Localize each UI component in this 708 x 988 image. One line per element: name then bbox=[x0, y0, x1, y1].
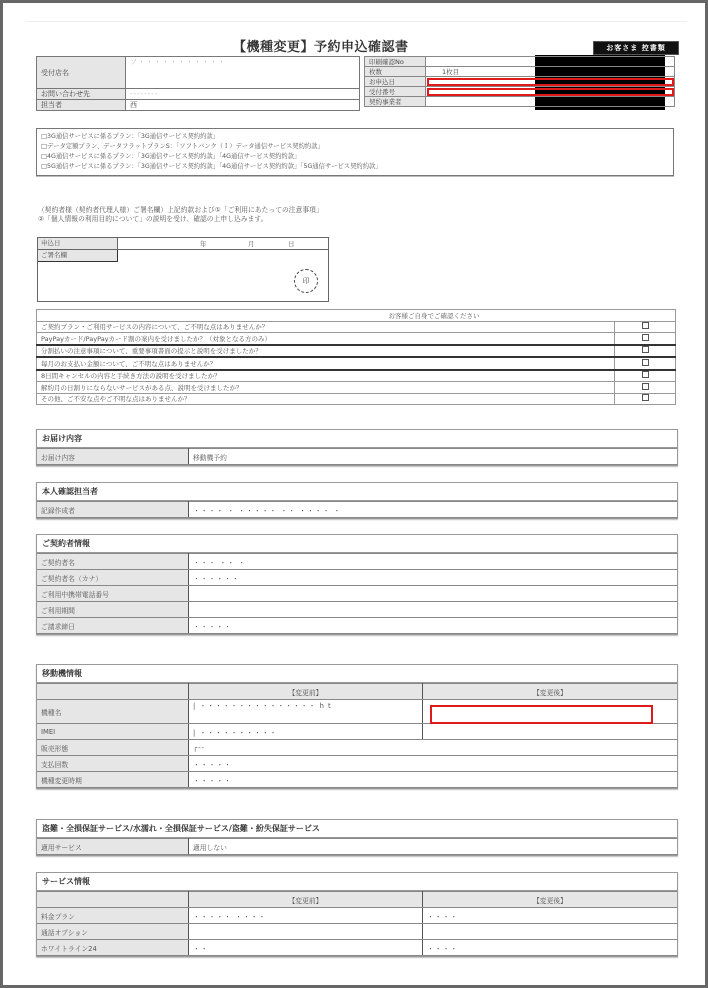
section-title: サービス情報 bbox=[37, 873, 677, 891]
label-receipt-no: 受付番号 bbox=[365, 87, 426, 97]
checkbox[interactable] bbox=[615, 321, 676, 333]
checkbox[interactable] bbox=[615, 393, 676, 405]
section-title: 盗難・全損保証サービス/水濡れ・全損保証サービス/盗難・紛失保証サービス bbox=[37, 820, 677, 838]
section-service bbox=[36, 872, 678, 957]
plan-item: □4G通信サービスに係るプラン：「3G通信サービス契約約款」「4G通信サービス契約約款」 bbox=[41, 153, 301, 160]
checklist-row bbox=[37, 357, 676, 370]
table-row bbox=[37, 740, 677, 756]
section-title: 本人確認担当者 bbox=[37, 483, 677, 501]
section-table bbox=[37, 683, 677, 788]
top-rule bbox=[27, 21, 687, 22]
label-staff: 担当者 bbox=[37, 100, 126, 111]
section-table bbox=[37, 891, 677, 956]
row-label: ご利用中携帯電話番号 bbox=[37, 586, 189, 602]
row-label: 適用サービス bbox=[37, 839, 189, 855]
header-right-table bbox=[364, 56, 675, 107]
row-before: | ・・・・・・・・・・ bbox=[189, 724, 423, 740]
section-identity bbox=[36, 482, 678, 519]
row-label: ホワイトライン24 bbox=[37, 940, 189, 956]
row-before: | ・・・・・・・・・・・・・・・ h t bbox=[189, 700, 423, 724]
table-row bbox=[37, 756, 677, 772]
value-carrier bbox=[426, 97, 675, 107]
checklist-row bbox=[37, 345, 676, 358]
table-row bbox=[37, 772, 677, 788]
row-label: お届け内容 bbox=[37, 449, 189, 465]
section-title: 移動機情報 bbox=[37, 665, 677, 683]
table-row bbox=[37, 602, 677, 618]
section-title: お届け内容 bbox=[37, 430, 677, 448]
checklist-item: その他、ご不安な点やご不明な点はありませんか？ bbox=[37, 393, 615, 405]
row-after: ・・・・ bbox=[423, 908, 678, 924]
table-row bbox=[37, 57, 360, 89]
value-staff: 西 bbox=[126, 100, 360, 111]
checklist-row bbox=[37, 393, 676, 405]
label-pages: 枚数 bbox=[365, 67, 426, 77]
checklist-item: 解約月の日割りにならないサービスがある点、説明を受けましたか？ bbox=[37, 382, 615, 394]
table-row bbox=[365, 57, 675, 67]
label-apply-date: お申込日 bbox=[365, 77, 426, 87]
value-apply-date bbox=[426, 77, 675, 87]
row-label: 販売形態 bbox=[37, 740, 189, 756]
table-row bbox=[37, 908, 677, 924]
highlight-box bbox=[430, 705, 653, 724]
row-label: IMEI bbox=[37, 724, 189, 740]
table-row bbox=[37, 100, 360, 111]
row-label: ご請求締日 bbox=[37, 618, 189, 634]
row-after bbox=[423, 724, 678, 740]
table-row bbox=[37, 502, 677, 518]
table-row bbox=[37, 839, 677, 855]
section-table bbox=[37, 553, 677, 634]
checkbox[interactable] bbox=[615, 382, 676, 394]
checklist-row bbox=[37, 321, 676, 333]
table-row bbox=[37, 924, 677, 940]
checklist-row bbox=[37, 370, 676, 382]
row-label: 通話オプション bbox=[37, 924, 189, 940]
table-row bbox=[365, 87, 675, 97]
plan-item: □データ定額プラン、データフラットプランS：「ソフトバンク（Ｉ）データ通信サービス契約約款」 bbox=[41, 143, 324, 150]
label-contact: お問い合わせ先 bbox=[37, 89, 126, 100]
section-procedure bbox=[36, 429, 678, 466]
row-value: 移動機予約 bbox=[189, 449, 678, 465]
row-label: 支払回数 bbox=[37, 756, 189, 772]
value-store: ソ・・・・・・・・・・・ bbox=[126, 57, 360, 89]
checkbox[interactable] bbox=[615, 345, 676, 358]
plan-item: □5G通信サービスに係るプラン：「3G通信サービス契約約款」「4G通信サービス契約約款」「5G通信サービス契約約款」 bbox=[41, 163, 382, 170]
row-value: 適用しない bbox=[189, 839, 678, 855]
checklist-item: PayPayカード/PayPayカード割の案内を受けましたか？（対象となる方のみ） bbox=[37, 333, 615, 345]
table-row bbox=[37, 554, 677, 570]
section-device bbox=[36, 664, 678, 789]
checklist-item: ご契約プラン・ご利用サービスの内容について、ご不明な点はありませんか？ bbox=[37, 321, 615, 333]
table-header-row bbox=[37, 892, 677, 908]
row-before: ・・ bbox=[189, 940, 423, 956]
row-value: ・・・・・ bbox=[189, 772, 678, 788]
row-value bbox=[189, 602, 678, 618]
signature-label: ご署名欄 bbox=[38, 250, 118, 262]
year-label: 年 bbox=[200, 240, 207, 248]
label-store: 受付店名 bbox=[37, 57, 126, 89]
confirmation-checklist bbox=[36, 309, 676, 405]
row-label: 機種名 bbox=[37, 700, 189, 724]
table-row bbox=[365, 97, 675, 107]
page-title: 【機種変更】予約申込確認書 bbox=[233, 40, 409, 55]
day-label: 日 bbox=[288, 240, 295, 248]
table-row bbox=[37, 570, 677, 586]
table-row bbox=[365, 77, 675, 87]
checklist-item: 毎月のお支払い金額について、ご不明な点はありませんか？ bbox=[37, 357, 615, 370]
row-value: ・・・・・・ bbox=[189, 570, 678, 586]
checkbox[interactable] bbox=[615, 357, 676, 370]
value-print-no bbox=[426, 57, 675, 67]
copy-badge: お客さま 控書類 bbox=[593, 41, 679, 55]
table-header-row bbox=[37, 684, 677, 700]
section-warranty bbox=[36, 819, 678, 856]
empty-header bbox=[37, 892, 189, 908]
checkbox[interactable] bbox=[615, 333, 676, 345]
row-label: 料金プラン bbox=[37, 908, 189, 924]
checklist-item: 8日間キャンセルの内容と手続き方法の説明を受けましたか？ bbox=[37, 370, 615, 382]
col-before: 【変更前】 bbox=[189, 684, 423, 700]
section-table bbox=[37, 501, 677, 518]
row-label: 記録作成者 bbox=[37, 502, 189, 518]
table-row bbox=[37, 618, 677, 634]
plan-terms-box bbox=[36, 128, 674, 176]
table-row bbox=[365, 67, 675, 77]
row-value: ・・・ ・・ ・ bbox=[189, 554, 678, 570]
section-table bbox=[37, 448, 677, 465]
col-after: 【変更後】 bbox=[423, 892, 678, 908]
label-carrier: 契約事業者 bbox=[365, 97, 426, 107]
checkbox[interactable] bbox=[615, 370, 676, 382]
row-value: ・・・・ ・ ・・・・・ ・・ ・・・・ ・ bbox=[189, 502, 678, 518]
checklist-row bbox=[37, 382, 676, 394]
row-value bbox=[189, 586, 678, 602]
row-value: ┌‐‐ bbox=[189, 740, 678, 756]
row-label: ご契約者名 bbox=[37, 554, 189, 570]
col-before: 【変更前】 bbox=[189, 892, 423, 908]
value-contact: ‐‐‐‐‐‐‐‐ bbox=[126, 89, 360, 100]
empty-header bbox=[37, 684, 189, 700]
checklist-row bbox=[37, 333, 676, 345]
row-label: 機種変更時期 bbox=[37, 772, 189, 788]
consent-text: （契約者様（契約者代理人様）ご署名欄）上記約款および①「ご利用にあたっての注意事項」②「個人情報の利用目的について」の説明を受け、確認の上申し込みます。 bbox=[38, 206, 323, 223]
month-label: 月 bbox=[248, 240, 255, 248]
label-print-no: 印刷確認No bbox=[365, 57, 426, 67]
table-row bbox=[37, 940, 677, 956]
row-value: ・・・・・ bbox=[189, 756, 678, 772]
checklist-item: 分割払いの注意事項について、重要事項書面の提示と説明を受けましたか？ bbox=[37, 345, 615, 358]
row-before: ・・・・・ ・・・・ bbox=[189, 908, 423, 924]
row-value: ・・・・・ bbox=[189, 618, 678, 634]
value-receipt-no bbox=[426, 87, 675, 97]
col-after: 【変更後】 bbox=[423, 684, 678, 700]
table-row bbox=[37, 724, 677, 740]
section-title: ご契約者情報 bbox=[37, 535, 677, 553]
checklist-title: お客様ご自身でご確認ください bbox=[37, 310, 676, 322]
row-label: ご契約者名（カナ） bbox=[37, 570, 189, 586]
seal-stamp-icon: 印 bbox=[294, 269, 318, 293]
section-contractor bbox=[36, 534, 678, 635]
row-before bbox=[189, 924, 423, 940]
plan-item: □3G通信サービスに係るプラン：「3G通信サービス契約約款」 bbox=[41, 133, 219, 140]
signature-box bbox=[37, 237, 329, 302]
row-after bbox=[423, 924, 678, 940]
section-table bbox=[37, 838, 677, 855]
row-after: ・・・・ bbox=[423, 940, 678, 956]
header-left-table bbox=[36, 56, 360, 111]
table-row bbox=[37, 586, 677, 602]
table-row bbox=[37, 449, 677, 465]
checklist-header bbox=[37, 310, 676, 322]
table-row bbox=[37, 89, 360, 100]
value-pages: 1枚目 bbox=[426, 67, 675, 77]
row-label: ご利用期間 bbox=[37, 602, 189, 618]
date-label: 申込日 bbox=[38, 238, 118, 249]
